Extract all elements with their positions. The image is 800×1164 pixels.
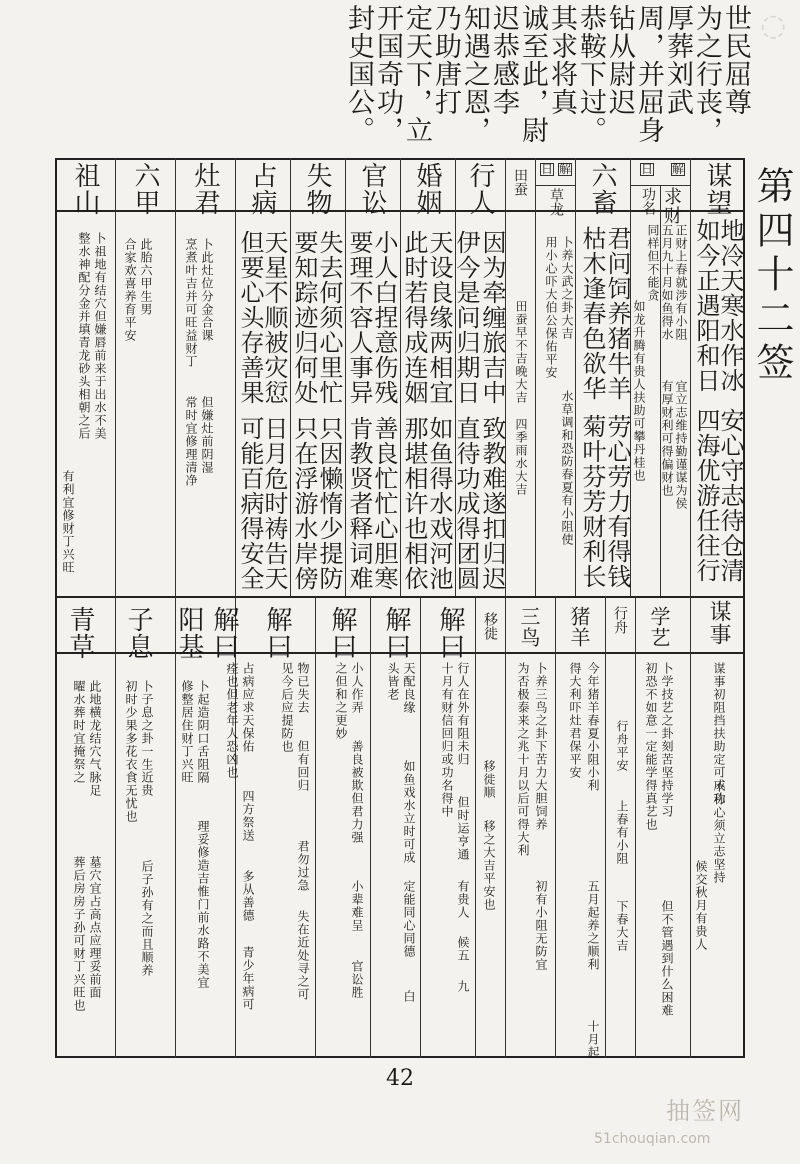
ri-box: 日 [641,162,654,176]
note-zhuyang: 五月起养之顺利 [586,880,600,971]
poem-line: 枯木逢春色欲华 [578,226,606,401]
note-qiucai: 同样但不能贪 [646,224,660,302]
header-yangji: 阳基 [174,606,204,660]
note-qingcao: 此地横龙结穴气脉足 [88,680,102,797]
note-zushan: 有利宜修财丁兴旺 [61,470,75,574]
note-xingzhou: 上春有小阻 [615,800,629,865]
jie-box: 解 [559,162,572,176]
note-qiucai: 宜立志维持勤谨谋为侯 [674,380,688,510]
note-zushan: 整水神配分金并填青龙砂头相朝之后 [77,232,91,440]
poem-line: 致教难遂扣归迟 [478,416,506,591]
note-jieyue-zhanbing: 四方祭送 [241,790,255,842]
poem-line: 要理不容人事异 [345,230,373,405]
note-jieyue-guansong: 小人作弄 [350,662,364,714]
label-gongming: 功名 [640,187,656,215]
note-xingzhou: 行舟平安 [615,720,629,772]
header-shiwu: 失物 [302,162,332,216]
note-moushi: 谋事初阻挡扶助定可成功 [712,662,726,805]
note-jieyue-hunyin: 白 [402,990,416,1003]
note-qiucai: 五月九十月如鱼得水 [660,224,674,341]
ri-box: 日 [541,162,554,176]
poem-line: 伊今是问归期日 [452,230,480,405]
note-sanniao: 卜养三鸟之卦下苦力大胆饲养 [534,662,548,831]
note-zixi: 初时少果多花衣食无忧也 [124,680,138,823]
note-xueyi: 卜学技艺之卦刻苦坚持学习 [660,662,674,818]
note-jieyue-hunyin: 定能同心同德 [402,880,416,958]
note-jieyue-xingren: 但时运亨通 [456,796,470,861]
poem-line: 如今正遇阳和日 [692,218,720,393]
story-line: 封史国公。 [343,4,374,144]
story-line: 其求将真 [546,4,577,116]
header-moushi: 谋事 [706,600,731,646]
note-moushi: 不称心须立志坚持 [712,780,726,884]
header-qiucai: 求财 [661,187,682,225]
header-xingzhou: 行舟 [612,606,628,634]
note-liujia: 合家欢喜养育平安 [123,238,137,342]
poem-line: 日月危时祷告天 [260,416,288,591]
note-xueyi: 初恐不如意一定能学得真艺也 [644,662,658,831]
header-xingren: 行人 [465,162,495,216]
note-jieyue-hunyin: 天配良缘 [402,662,416,714]
poem-line: 劳心劳力有得钱 [603,414,631,589]
note-jieyue-zhanbing: 痊也但老年人恐凶也 [225,662,239,779]
header-caolong: 草龙 [548,188,564,216]
note-sanniao: 初有小阻无防宜 [534,880,548,971]
note-caolong: 卜养大武之卦大吉 [560,236,574,340]
header-liuchu: 六畜 [587,162,617,216]
story-line: 厚葬刘武 [662,4,693,116]
note-moushi: 候交秋月有贵人 [694,860,708,951]
note-jieyue-xingren: 行人在外有阻未归 [456,662,470,766]
note-zixi: 后子孙有之而且顺养 [140,860,154,977]
poem-line: 只因懒惰少提防 [315,416,343,591]
lot-title: 第四十二签 [750,166,794,386]
poem-line: 小人白捏意伤残 [370,230,398,405]
note-jieyue-zhanbing: 青少年病可 [241,946,255,1011]
header-guansong: 官讼 [357,162,387,216]
header-xueyi: 学艺 [647,606,671,648]
note-xingzhou: 下春大吉 [615,900,629,952]
poem-line: 天星不顺被灾愆 [260,230,288,405]
note-jieyue-guansong: 之但和之更妙 [334,662,348,740]
section-divider [55,596,745,598]
note-jieyue-shiwu: 物已失去 [296,662,310,714]
note-qingcao: 曜水葬时宜掩祭之 [72,680,86,784]
note-zaojun: 常时宜修理清净 [184,396,198,487]
story-line: 诚至此，尉 [517,4,548,144]
poem-line: 直待功成得团圆 [452,416,480,591]
note-jieyue-hunyin: 如鱼戏水立时可成 [402,760,416,864]
header-liujia: 六甲 [130,162,160,216]
note-zhuyang: 得大利吓灶君保平安 [568,662,582,779]
poem-line: 肯教贤者释词难 [345,416,373,591]
note-jieyue-guansong: 官讼胜 [350,960,364,999]
note-qingcao: 墓穴宜占高点应理妥前面 [88,856,102,999]
story-line: 周，并屈身 [633,4,664,144]
note-yixi: 移徙顺 [482,760,496,799]
note-jieyue-xingren: 十月有财信回归或功名得中 [440,662,454,818]
story-line: 恭鞍下过。 [575,4,606,144]
poem-line: 地冷天寒水作冰 [716,218,744,393]
header-hunyin: 婚姻 [412,162,442,216]
header-zushan: 祖山 [70,162,100,216]
note-jieyue-shiwu: 失在近处寻之可 [296,910,310,1001]
story-line: 乃助唐打 [430,4,461,116]
note-zaojun: 烹煮叶吉并可旺益财丁 [184,238,198,368]
header-qingcao: 青草 [65,606,95,660]
note-qingcao: 葬后房房子孙可财丁兴旺也 [72,856,86,1012]
header-zaojun: 灶君 [190,162,220,216]
header-zhuyang: 猪羊 [567,606,591,648]
poem-line: 安心守志待仓清 [716,408,744,583]
note-zushan: 卜祖地有结穴但嫌唇前来于出水不美 [93,232,107,440]
note-jieyue-zhanbing: 多从善德 [241,870,255,922]
header-jieyue: 解曰 [209,606,239,660]
poem-line: 失去何须心里忙 [315,230,343,405]
poem-line: 善良忙忙心胆寒 [370,416,398,591]
note-zhuyang: 十月起 [586,1020,600,1059]
note-xueyi: 但不管遇到什么困难 [660,900,674,1017]
poem-line: 如鱼得水戏河池 [425,416,453,591]
note-jieyue-shiwu: 君勿过急 [296,840,310,892]
story-line: 钻从尉迟 [604,4,635,116]
note-gongming: 如龙升腾有贵人扶助可攀丹桂也 [632,300,646,482]
header-zhanbing: 占病 [247,162,277,216]
story-line: 世民屈尊 [720,4,751,116]
page-number: 42 [386,1066,414,1091]
note-zaojun: 但嫌灶前阴湿 [200,396,214,474]
poem-line: 四海优游任往行 [692,408,720,583]
poem-line: 此时若得成连姻 [400,230,428,405]
note-caolong: 用小心吓大伯公保佑平安 [544,236,558,379]
note-liujia: 此胎六甲生男 [139,238,153,316]
seal-mark: ◌ [760,8,787,43]
poem-line: 天设良缘两相宜 [425,230,453,405]
poem-line: 因为牵缠旅吉中 [478,230,506,405]
note-yangji: 修整居住财丁兴旺 [180,680,194,784]
header-jieyue: 解曰 [435,606,465,660]
note-yixi: 移之大吉平安也 [482,820,496,911]
story-line: 迟恭感李 [488,4,519,116]
header-tiancan: 田蚕 [512,168,528,196]
poem-line: 只在浮游水岸傍 [290,416,318,591]
story-line: 为之行丧， [691,4,722,144]
story-line: 开国奇功， [372,4,403,144]
poem-line: 但要心头存善果 [236,230,264,405]
note-zaojun: 卜此灶位分金合课 [200,238,214,342]
poem-line: 君问饲养猪牛羊 [603,226,631,401]
note-sanniao: 为否极泰来之兆十月以后可得大利 [516,662,530,857]
jie-box: 解 [672,162,685,176]
story-line: 定天下，立 [401,4,432,144]
header-mouwang: 谋望 [702,162,732,216]
note-jieyue-shiwu: 但有回归 [296,740,310,792]
note-tiancan: 田蚕早不吉晚大吉 [514,300,528,404]
header-yixi: 移徙 [482,612,498,640]
watermark-url: 51chouqian.com [594,1131,711,1147]
note-yangji: 理妥修造吉惟门前水路不美宜 [196,820,210,989]
poem-line: 要知踪迹归何处 [290,230,318,405]
note-jieyue-guansong: 小辈难呈 [350,880,364,932]
watermark-brand: 抽签网 [666,1097,744,1125]
poem-line: 菊叶芬芳财利长 [578,414,606,589]
header-sanniao: 三鸟 [517,606,541,648]
note-zixi: 卜子息之卦一生近贵 [140,680,154,797]
poem-line: 可能百病得安全 [236,416,264,591]
note-tiancan: 四季雨水大吉 [514,418,528,496]
note-zhuyang: 今年猪羊春夏小阻小利 [586,662,600,792]
header-jieyue: 解曰 [381,606,411,660]
note-jieyue-xingren: 有贵人 [456,880,470,919]
note-jieyue-guansong: 善良被欺但君力强 [350,740,364,844]
story-line: 知遇之恩， [459,4,490,144]
note-jieyue-xingren: 九 [456,980,470,993]
note-qiucai: 正财上春就涉有小阻 [674,224,688,341]
note-yangji: 卜起造阴口舌阻隔 [196,680,210,784]
note-caolong: 水草调和恐防春夏有小阻使 [560,390,574,546]
note-qiucai: 有厚财利可得偏财也 [660,380,674,497]
poem-line: 那堪相许也相依 [400,416,428,591]
note-jieyue-shiwu: 见今后应提防也 [280,662,294,753]
header-jieyue: 解曰 [262,606,292,660]
header-zixi: 子息 [123,606,153,660]
note-jieyue-hunyin: 头皆老 [386,662,400,701]
note-jieyue-xingren: 候五 [456,936,470,962]
header-jieyue: 解曰 [327,606,357,660]
note-jieyue-zhanbing: 占病应求天保佑 [241,662,255,753]
